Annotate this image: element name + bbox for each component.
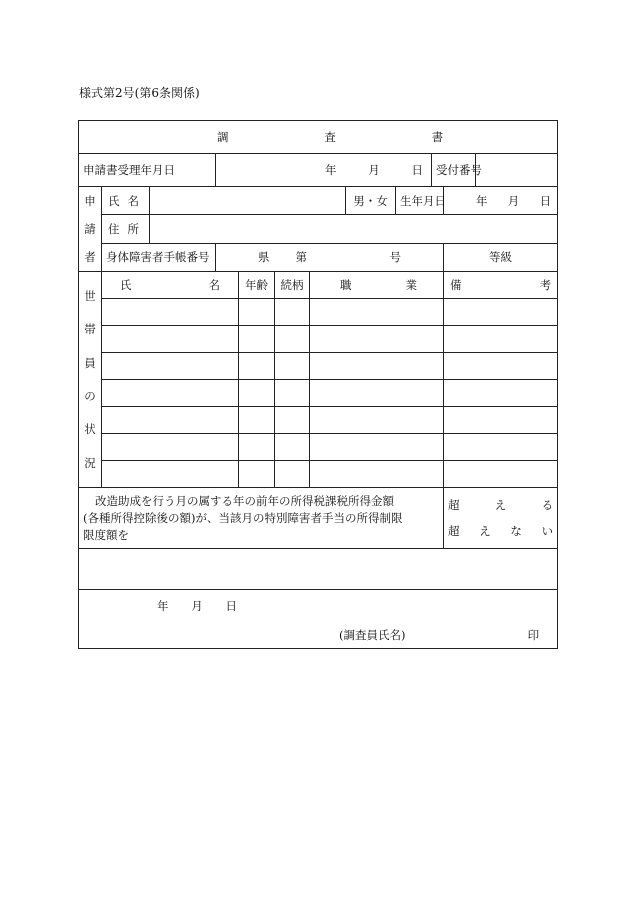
household-col-note: 備 考 [444, 272, 558, 299]
member-note-cell[interactable] [444, 326, 558, 353]
household-col-job: 職 業 [310, 272, 444, 299]
member-name-cell[interactable] [102, 380, 239, 407]
member-job-cell[interactable] [310, 407, 444, 434]
member-note-cell[interactable] [444, 353, 558, 380]
member-job-cell[interactable] [310, 299, 444, 326]
applicant-address-label: 住 所 [102, 215, 150, 243]
member-job-cell[interactable] [310, 380, 444, 407]
member-note-cell[interactable] [444, 299, 558, 326]
signature-area [79, 590, 558, 649]
receipt-date-label: 申請書受理年月日 [79, 154, 216, 187]
option-exceed[interactable]: 超 え る [448, 498, 554, 512]
receipt-number-field[interactable] [476, 154, 558, 187]
seal-mark: 印 [527, 628, 540, 642]
table-row [79, 299, 558, 326]
member-age-cell[interactable] [239, 434, 275, 461]
table-row [79, 326, 558, 353]
member-note-cell[interactable] [444, 434, 558, 461]
member-name-cell[interactable] [102, 299, 239, 326]
remarks-field[interactable] [79, 549, 558, 590]
member-age-cell[interactable] [239, 380, 275, 407]
table-row [79, 353, 558, 380]
income-choice[interactable] [444, 488, 558, 549]
member-note-cell[interactable] [444, 407, 558, 434]
table-row [79, 461, 558, 488]
household-col-name: 氏 名 [102, 272, 239, 299]
member-name-cell[interactable] [102, 353, 239, 380]
member-age-cell[interactable] [239, 299, 275, 326]
table-row [79, 434, 558, 461]
receipt-date-field[interactable]: 年 月 日 [216, 154, 432, 187]
household-side-label: 世 帯 員 の 状 況 [79, 272, 102, 488]
gender-select[interactable]: 男・女 [346, 187, 396, 215]
applicant-address-field[interactable] [150, 215, 558, 243]
handbook-number-field[interactable]: 県 第 号 [216, 243, 444, 271]
member-relation-cell[interactable] [275, 299, 310, 326]
member-job-cell[interactable] [310, 326, 444, 353]
applicant-side-label: 申 請 者 [79, 187, 102, 272]
member-relation-cell[interactable] [275, 326, 310, 353]
member-name-cell[interactable] [102, 434, 239, 461]
member-note-cell[interactable] [444, 380, 558, 407]
member-relation-cell[interactable] [275, 461, 310, 488]
form-title: 調 査 書 [79, 121, 558, 154]
applicant-name-field[interactable] [150, 187, 346, 215]
form-number-label: 様式第2号(第6条関係) [79, 86, 200, 100]
investigation-form [78, 120, 558, 649]
table-row [79, 407, 558, 434]
member-job-cell[interactable] [310, 353, 444, 380]
member-relation-cell[interactable] [275, 380, 310, 407]
member-age-cell[interactable] [239, 353, 275, 380]
member-relation-cell[interactable] [275, 434, 310, 461]
member-age-cell[interactable] [239, 461, 275, 488]
receipt-number-label: 受付番号 [432, 154, 476, 187]
member-name-cell[interactable] [102, 461, 239, 488]
investigator-name-label: (調査員氏名) [339, 628, 406, 642]
member-name-cell[interactable] [102, 407, 239, 434]
applicant-name-label: 氏 名 [102, 187, 150, 215]
option-not-exceed[interactable]: 超 え な い [448, 524, 554, 538]
handbook-number-label: 身体障害者手帳番号 [102, 243, 216, 271]
table-row [79, 380, 558, 407]
household-col-age: 年齢 [239, 272, 275, 299]
income-statement: 改造助成を行う月の属する年の前年の所得税課税所得金額 (各種所得控除後の額)が、当該月の特別障害者手当の所得制限 限度額を [79, 488, 444, 549]
member-name-cell[interactable] [102, 326, 239, 353]
household-col-relation: 続柄 [275, 272, 310, 299]
member-job-cell[interactable] [310, 434, 444, 461]
member-job-cell[interactable] [310, 461, 444, 488]
member-age-cell[interactable] [239, 326, 275, 353]
birth-date-label: 生年月日 [396, 187, 444, 215]
member-note-cell[interactable] [444, 461, 558, 488]
survey-date[interactable]: 年 月 日 [157, 599, 237, 613]
member-age-cell[interactable] [239, 407, 275, 434]
member-relation-cell[interactable] [275, 353, 310, 380]
birth-date-field[interactable]: 年 月 日 [444, 187, 558, 215]
grade-label: 等級 [444, 243, 558, 271]
member-relation-cell[interactable] [275, 407, 310, 434]
